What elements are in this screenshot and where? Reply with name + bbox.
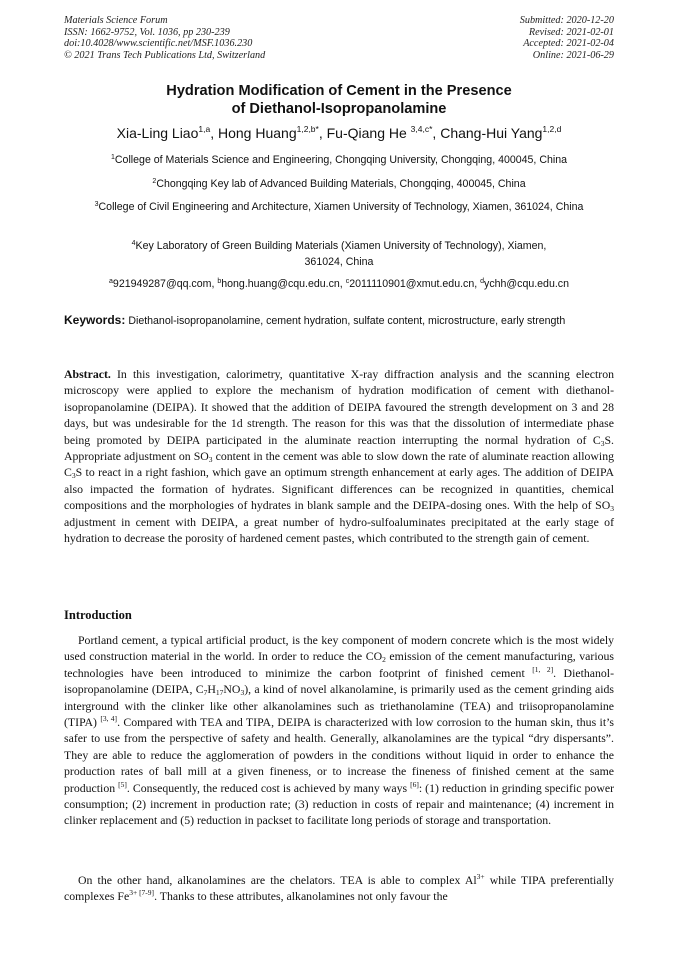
affiliation-3: $^3$College of Civil Engineering and Architecture, Xiamen University of Technology, Xiamen, 361024, China — [94, 201, 584, 213]
section-heading-introduction: Introduction — [64, 608, 132, 622]
title-line-1: Hydration Modification of Cement in the Presence — [166, 83, 512, 99]
citation[interactable]: [7-9] — [137, 888, 155, 898]
citation[interactable]: [5] — [118, 779, 127, 789]
keywords-label: Keywords: — [64, 313, 126, 327]
journal-header — [64, 15, 265, 61]
author: Chang-Hui Yang$^{1,2,d}$ — [440, 124, 562, 141]
copyright: © 2021 Trans Tech Publications Ltd, Switzerland — [64, 49, 266, 61]
abstract: Abstract. In this investigation, calorimetry, quantitative X-ray diffraction analysis and the scanning electron microscopy were applied to explore the mechanism of hydration modification of cement with diethanol-isopropanolamine (DEIPA). It showed that the addition of DEIPA favoured the strength development on 3 and 28 days, but was undesirable for the 1d strength. The reason for this was that the dissolution of intermediate phase being promoted by DEIPA participated in the aluminate reaction interrupting the normal hydration of $C_3S$. Appropriate adjustment on $SO_3$ content in the cement was able to slow down the rate of aluminate reaction allowing $C_3S$ to react in a right fashion, which gave an optimum strength enhancement at early ages. The addition of DEIPA also impacted the formation of hydrates. Significant differences can be recognized in quantities, chemical compositions and the morphologies of hydrates in blank sample and the DEIPA-dosing ones. With the help of $SO_3$ adjustment in cement with DEIPA, a great number of hydro-sulfoaluminates precipitated at the early stage of hydration to decrease the porosity of hardened cement pastes, which contributed to the strength gain of cement. — [64, 367, 615, 546]
dates-header — [520, 15, 614, 61]
accepted-date: Accepted: 2021-02-04 — [523, 38, 614, 50]
author-list — [54, 124, 624, 142]
citation[interactable]: [6] — [410, 779, 419, 789]
title-line-2: of Diethanol-Isopropanolamine — [231, 101, 447, 117]
issn: ISSN: 1662-9752, Vol. 1036, pp 230-239 — [64, 26, 230, 38]
doi[interactable]: doi:10.4028/www.scientific.net/MSF.1036.230 — [64, 38, 253, 50]
affiliation-2: $^2$Chongqing Key lab of Advanced Building Materials, Chongqing, 400045, China — [152, 178, 526, 190]
submitted-date: Submitted: 2020-12-20 — [519, 15, 614, 26]
email-link[interactable]: ychh@cqu.edu.cn — [484, 278, 569, 290]
paper-title — [64, 82, 614, 118]
online-date: Online: 2021-06-29 — [532, 49, 614, 61]
intro-paragraph-2: On the other hand, alkanolamines are the chelators. TEA is able to complex $Al^{3+}$ while TIPA preferentially complexes $Fe^{3+}$ [7-9]. Thanks to these attributes, alkanolamines not only favour the — [64, 872, 615, 904]
email-link[interactable]: 921949287@qq.com, — [112, 278, 218, 290]
affiliation-1: $^1$College of Materials Science and Engineering, Chongqing University, Chongqing, 400045, China — [111, 154, 567, 166]
email-list: $^a$921949287@qq.com, $^b$hong.huang@cqu.edu.cn, $^c$2011110901@xmut.edu.cn, $^d$ychh@cqu.edu.cn — [109, 278, 569, 290]
abstract-label: Abstract. — [64, 367, 111, 381]
author: Hong Huang$^{1,2,b*}$, — [218, 124, 327, 141]
keywords-text: Diethanol-isopropanolamine, cement hydration, sulfate content, microstructure, early strength — [128, 315, 566, 327]
revised-date: Revised: 2021-02-01 — [528, 26, 614, 38]
intro-paragraph-1: Portland cement, a typical artificial product, is the key component of modern concrete which is the most widely used construction material in the world. In order to reduce the $CO_2$ emission of the cement manufacturing, various technologies have been introduced to minimize the carbon footprint of finished cement [1, 2]. Diethanol-isopropanolamine (DEIPA, $C_7H_{17}NO_3$), a kind of novel alkanolamine, is primarily used as the cement grinding aids interground with the clinker like other alkanolamines such as triethanolamine (TEA) and triisopropanolamine (TIPA) [3, 4]. Compared with TEA and TIPA, DEIPA is characterized with low corrosion to the human skin, thus it’s safer to use from the perspective of safety and health. Generally, alkanolamines are the typical “dry dispersants”. They are able to reduce the agglomeration of powders in the conditions without liquid in order to enhance the production rates of ball mill at a given fineness, or to increase the fineness of finished cement at the same production [5]. Consequently, the reduced cost is achieved by many ways [6]: (1) reduction in grinding specific power consumption; (2) increment in production rate; (3) reduction in costs of repair and maintenance; (4) increment in clinker replacement and (5) reduction in packset to facilitate long periods of storage and transportation. — [64, 633, 614, 828]
citation[interactable]: [3, 4] — [100, 714, 118, 724]
author: Xia-Ling Liao$^{1,a}$, — [116, 124, 218, 141]
journal-name: Materials Science Forum — [64, 15, 168, 26]
citation[interactable]: [1, 2] — [532, 664, 554, 674]
keywords — [64, 313, 614, 329]
affiliation-4: $^4$Key Laboratory of Green Building Materials (Xiamen University of Technology), Xiamen, 361024, China — [131, 240, 547, 268]
author: Fu-Qiang He $^{3,4,c*}$, — [326, 124, 441, 141]
email-link[interactable]: 2011110901@xmut.edu.cn, — [349, 278, 481, 290]
email-link[interactable]: hong.huang@cqu.edu.cn, — [221, 278, 346, 290]
